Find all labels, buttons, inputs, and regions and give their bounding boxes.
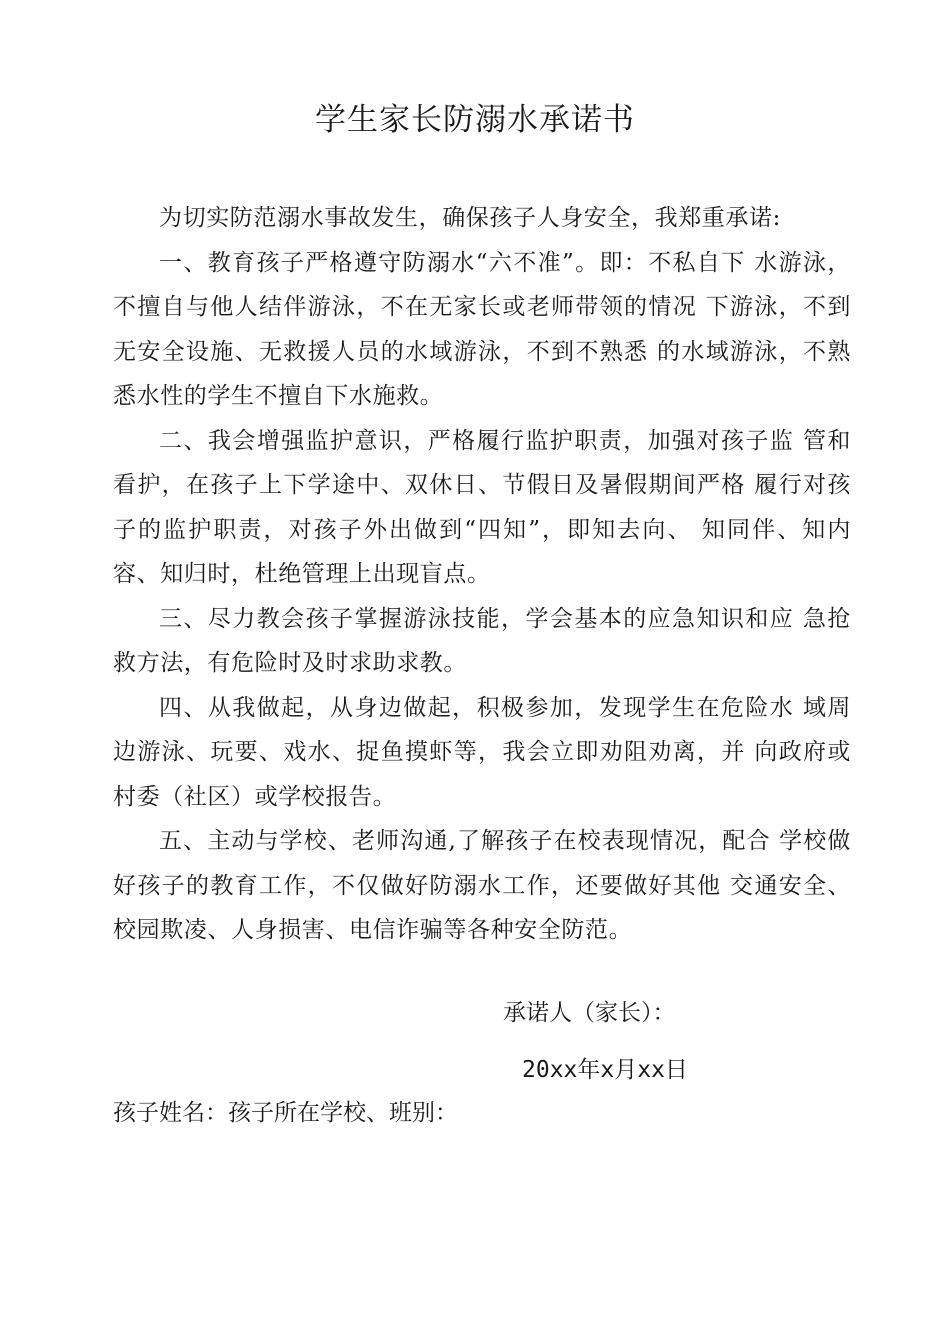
intro-paragraph: 为切实防范溺水事故发生，确保孩子人身安全，我郑重承诺: — [159, 205, 781, 231]
document-body — [113, 196, 851, 953]
document-title: 学生家长防溺水承诺书 — [315, 102, 635, 138]
child-info-line: 孩子姓名：孩子所在学校、班别： — [113, 1100, 458, 1126]
pledge-item-4: 四、从我做起，从身边做起，积极参加，发现学生在危险水 域周边游泳、玩要、戏水、捉鱼摸虾等，我会立即劝阻劝离，并 向政府或村委（社区）或学校报告。 — [113, 694, 851, 810]
pledge-item-5: 五、主动与学校、老师沟通,了解孩子在校表现情况，配合 学校做好孩子的教育工作，不仅做好防溺水工作，还要做好其他 交通安全、校园欺凌、人身损害、电信诈骗等各种安全防范。 — [113, 828, 851, 943]
parent-signature-label: 承诺人（家长）： — [503, 1000, 676, 1026]
pledge-item-2: 二、我会增强监护意识，严格履行监护职责，加强对孩子监 管和看护，在孩子上下学途中、双休日、节假日及暑假期间严格 履行对孩子的监护职责，对孩子外出做到“四知”，即知去向、 知同伴、知内容、知归时，杜绝管理上出现盲点。 — [113, 427, 851, 587]
pledge-item-3: 三、尽力教会孩子掌握游泳技能，学会基本的应急知识和应 急抢救方法，有危险时及时求助求教。 — [113, 605, 851, 676]
pledge-item-1: 一、教育孩子严格遵守防溺水“六不准”。即：不私自下 水游泳，不擅自与他人结伴游泳，不在无家长或老师带领的情况 下游泳，不到无安全设施、无救援人员的水域游泳，不到不熟悉 的水域游泳，不熟悉水性的学生不擅自下水施救。 — [113, 249, 851, 409]
signature-date: 20xx年x月xx日 — [522, 1057, 688, 1083]
